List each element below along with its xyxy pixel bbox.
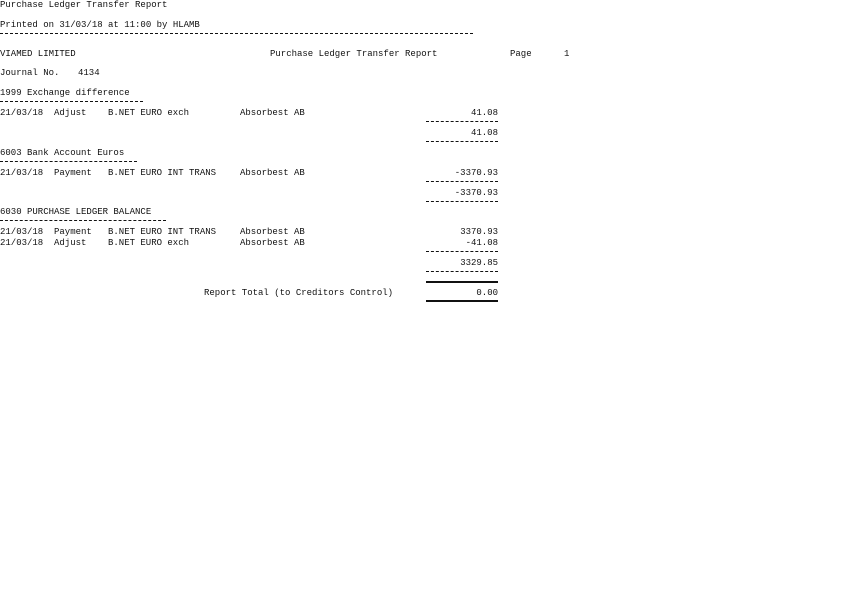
row-reference: B.NET EURO INT TRANS [108,168,217,178]
subtotal-rule [426,121,498,122]
total-top-rule [426,281,498,283]
row-date: 21/03/18 [0,227,44,237]
subtotal-underline [426,201,498,202]
subtotal-rule [426,181,498,182]
row-reference: B.NET EURO INT TRANS [108,227,217,237]
row-type: Payment [54,227,92,237]
row-supplier: Absorbest AB [240,238,305,248]
row-amount: -3370.93 [454,168,498,178]
journal-number: 4134 [78,68,100,78]
total-bottom-rule [426,300,498,302]
row-type: Payment [54,168,92,178]
section-heading-underline [0,161,137,162]
report-total-label: Report Total (to Creditors Control) [204,288,394,298]
page-label: Page [510,49,532,59]
subtotal-rule [426,251,498,252]
section-heading-underline [0,220,166,221]
row-amount: -41.08 [465,238,498,248]
row-supplier: Absorbest AB [240,108,305,118]
row-date: 21/03/18 [0,168,44,178]
row-amount: 41.08 [470,108,498,118]
row-supplier: Absorbest AB [240,168,305,178]
section-heading: 6003 Bank Account Euros [0,148,125,158]
section-subtotal: 3329.85 [460,258,498,268]
page-number: 1 [564,49,570,59]
report-title: Purchase Ledger Transfer Report [0,0,168,10]
journal-label: Journal No. [0,68,60,78]
row-reference: B.NET EURO exch [108,108,190,118]
subtotal-underline [426,141,498,142]
row-type: Adjust [54,108,87,118]
report-total-value: 0.00 [476,288,498,298]
section-subtotal: -3370.93 [454,188,498,198]
header-divider [0,33,473,34]
subtotal-underline [426,271,498,272]
section-heading-underline [0,101,143,102]
row-amount: 3370.93 [460,227,498,237]
row-type: Adjust [54,238,87,248]
row-supplier: Absorbest AB [240,227,305,237]
section-heading: 1999 Exchange difference [0,88,130,98]
company-name: VIAMED LIMITED [0,49,76,59]
section-heading: 6030 PURCHASE LEDGER BALANCE [0,207,152,217]
printed-line: Printed on 31/03/18 at 11:00 by HLAMB [0,20,200,30]
section-subtotal: 41.08 [470,128,498,138]
row-reference: B.NET EURO exch [108,238,190,248]
row-date: 21/03/18 [0,238,44,248]
page-header-title: Purchase Ledger Transfer Report [270,49,438,59]
row-date: 21/03/18 [0,108,44,118]
